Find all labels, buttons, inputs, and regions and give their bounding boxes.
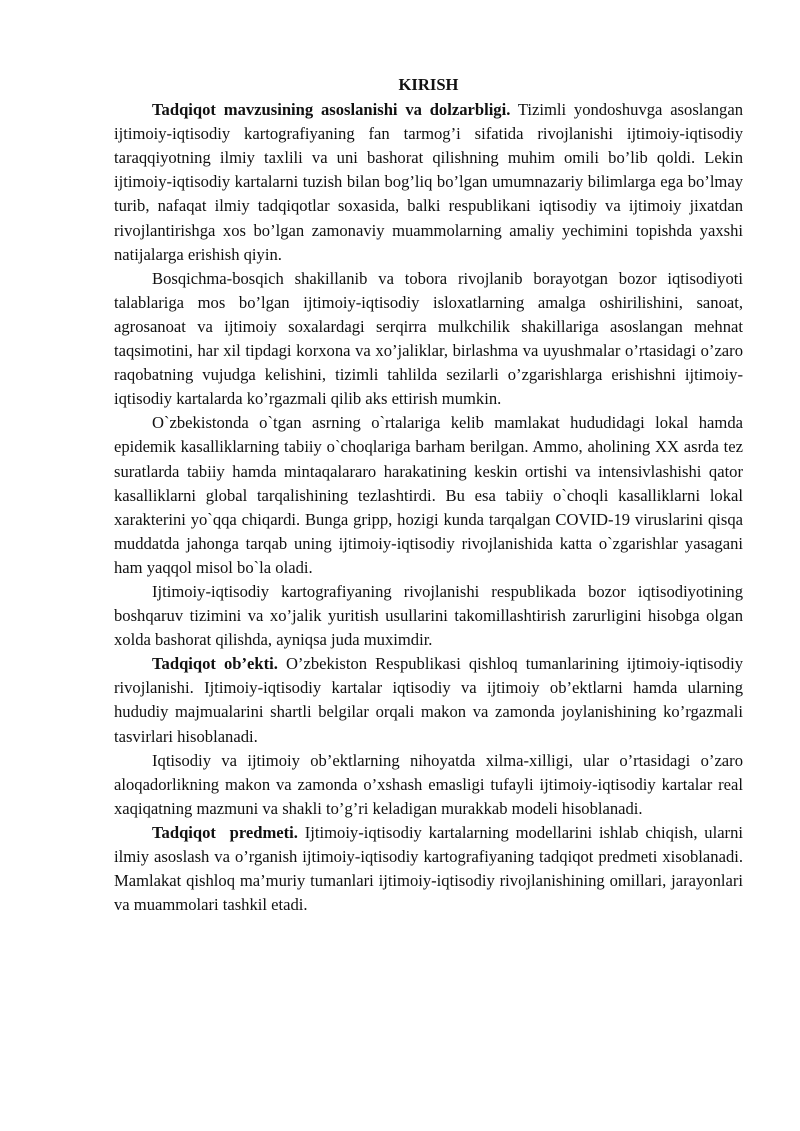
paragraph-research-object: [114, 652, 743, 748]
paragraph-text: Ijtimoiy-iqtisodiy kartalarning modellarini ishlab chiqish, ularni ilmiy asoslash va o’rganish ijtimoiy-iqtisodiy kartografiyaning tadqiqot predmeti xisoblanadi. Mamlakat qishloq ma’muriy tumanlari ijtimoiy-iqtisodiy rivojlanishining omillari, jarayonlari va muammolari tashkil etadi.: [114, 822, 743, 915]
paragraph-text: Bosqichma-bosqich shakillanib va tobora rivojlanib borayotgan bozor iqtisodiyoti talablariga mos bo’lgan ijtimoiy-iqtisodiy isloxatlarning amalga oshirilishini, sanoat, agrosanoat va ijtimoiy soxalardagi serqirra mulkchilik shakillariga asoslangan mehnat taqsimotini, har xil tipdagi korxona va xo’jaliklar, birlashma va uyushmalar o’rtasidagi o’zaro raqobatning vujudga kelishini, tizimli tahlilda sezilarli o’zgarishlarga erishishni ijtimoiy-iqtisodiy kartalarda ko’rgazmali qilib aks ettirish mumkin.: [114, 268, 743, 409]
paragraph-text: O’zbekiston Respublikasi qishloq tumanlarining ijtimoiy-iqtisodiy rivojlanishi. Ijtimoiy-iqtisodiy kartalar iqtisodiy va ijtimoiy ob’ektlarni hamda ularning hududiy majmualarini shartli belgilar orqali makon va zamonda joylanishining ko’rgazmali tasvirlari hisoblanadi.: [114, 654, 743, 746]
paragraph-cartography-importance: [114, 580, 743, 652]
paragraph-heading: Tadqiqot predmeti.: [152, 822, 298, 842]
paragraph-heading: Tadqiqot mavzusining asoslanishi va dolzarbligi.: [152, 100, 511, 120]
paragraph-relevance: [114, 98, 743, 267]
paragraph-object-diversity: [114, 749, 743, 821]
paragraph-market-reforms: [114, 267, 743, 412]
paragraph-text: Iqtisodiy va ijtimoiy ob’ektlarning nihoyatda xilma-xilligi, ular o’rtasidagi o’zaro aloqadorlikning makon va zamonda o’xshash emasligi tufayli ijtimoiy-iqtisodiy kartalar real xaqiqatning mazmuni va shakli to’g’ri keladigan murakkab modeli hisoblanadi.: [114, 750, 743, 818]
paragraph-epidemics: [114, 411, 743, 580]
document-page: [114, 73, 743, 917]
paragraph-text: Ijtimoiy-iqtisodiy kartografiyaning rivojlanishi respublikada bozor iqtisodiyotining boshqaruv tizimini va xo’jalik yuritish usullarini takomillashtirish zarurligini hisobga olgan xolda bashorat qilishda, ayniqsa juda muximdir.: [114, 581, 743, 650]
paragraph-research-subject: [114, 821, 743, 917]
page-title: KIRISH: [398, 75, 459, 94]
paragraph-text: Tizimli yondoshuvga asoslangan ijtimoiy-iqtisodiy kartografiyaning fan tarmog’i sifatida rivojlanishi ijtimoiy-iqtisodiy taraqqiyotning ilmiy taxlili va uni bashorat qilishning muhim omili bo’lib qoldi. Lekin ijtimoiy-iqtisodiy kartalarni tuzish bilan bog’liq bo’lgan umumnazariy bilimlarga ega bo’lmay turib, nafaqat ilmiy tadqiqotlar soxasida, balki respublikani iqtisodiy va ijtimoiy jixatdan rivojlantirishga xos bo’lgan zamonaviy muammolarning amaliy yechimini topishda yaxshi natijalarga erishish qiyin.: [114, 100, 744, 264]
paragraph-text: O`zbekistonda o`tgan asrning o`rtalariga kelib mamlakat hududidagi lokal hamda epidemik kasalliklarning tabiiy o`choqlariga barham berilgan. Ammo, aholining XX asrda tez suratlarda tabiiy hamda mintaqalararo harakatining keskin ortishi va intensivlashishi qator kasalliklarni global tarqalishining tezlashtirdi. Bu esa tabiiy o`choqli kasalliklarni lokal xarakterini yo`qqa chiqardi. Bunga gripp, hozigi kunda tarqalgan COVID-19 viruslarini qisqa muddatda jahonga tarqab uning ijtimoiy-iqtisodiy rivojlanishida katta o`zgarishlar yasagani ham yaqqol misol bo`la oladi.: [114, 413, 743, 577]
paragraph-heading: Tadqiqot ob’ekti.: [152, 654, 278, 674]
